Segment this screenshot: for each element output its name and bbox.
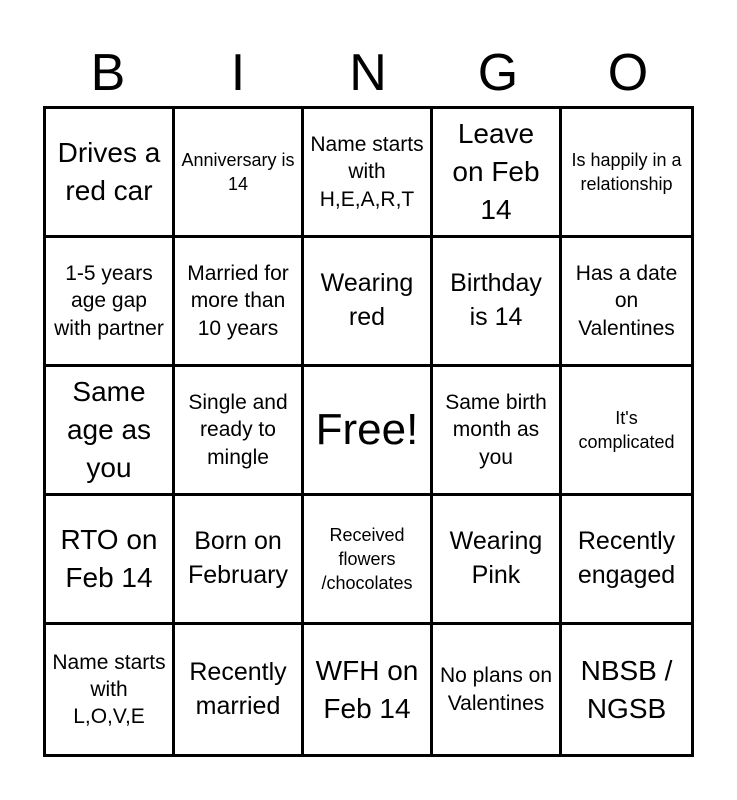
free-space-cell[interactable] [304,367,433,496]
bingo-cell[interactable] [46,625,175,754]
bingo-cell[interactable] [46,109,175,238]
header-letter-g: G [477,44,519,102]
bingo-cell[interactable] [562,367,691,496]
bingo-cell[interactable] [175,496,304,625]
cell-text: Wearing red [320,269,414,331]
cell-text: Name starts with L,O,V,E [52,650,166,729]
cell-text: No plans on Valentines [439,664,553,715]
header-letter-i: I [230,44,246,102]
bingo-cell[interactable] [175,109,304,238]
header-letter-o: O [607,44,649,102]
bingo-card-grid [43,106,694,757]
cell-text: Wearing Pink [449,527,543,589]
bingo-cell[interactable] [562,496,691,625]
bingo-cell[interactable] [304,238,433,367]
bingo-cell[interactable] [304,109,433,238]
cell-text: Same age as you [66,376,152,483]
bingo-cell[interactable] [175,367,304,496]
cell-text: NBSB / NGSB [580,654,673,724]
bingo-cell[interactable] [433,367,562,496]
cell-text: It's complicated [578,407,675,452]
cell-text: Name starts with H,E,A,R,T [310,133,424,211]
bingo-cell[interactable] [46,496,175,625]
cell-text: Drives a red car [57,137,161,206]
cell-text: RTO on Feb 14 [60,524,158,593]
bingo-cell[interactable] [562,625,691,754]
bingo-cell[interactable] [562,238,691,367]
cell-text: Born on February [187,527,289,589]
header-letter-n: N [349,44,387,102]
header-letter-b: B [90,44,126,102]
cell-text: Anniversary is 14 [181,149,295,194]
bingo-cell[interactable] [175,238,304,367]
cell-text: Same birth month as you [445,391,547,469]
free-space-text: Free! [315,404,419,454]
bingo-cell[interactable] [46,238,175,367]
bingo-cell[interactable] [175,625,304,754]
cell-text: Received flowers /chocolates [321,524,413,594]
cell-text: Is happily in a relationship [571,149,682,194]
cell-text: WFH on Feb 14 [315,654,419,724]
cell-text: Single and ready to mingle [188,391,288,469]
bingo-cell[interactable] [433,109,562,238]
bingo-cell[interactable] [562,109,691,238]
bingo-header [43,40,694,106]
bingo-cell[interactable] [433,238,562,367]
cell-text: Birthday is 14 [450,269,542,331]
bingo-cell[interactable] [433,496,562,625]
bingo-cell[interactable] [433,625,562,754]
cell-text: Recently engaged [577,527,676,589]
cell-text: Has a date on Valentines [575,262,678,340]
bingo-cell[interactable] [46,367,175,496]
bingo-cell[interactable] [304,496,433,625]
cell-text: Leave on Feb 14 [452,118,540,225]
cell-text: 1-5 years age gap with partner [54,262,164,340]
bingo-cell[interactable] [304,625,433,754]
cell-text: Married for more than 10 years [187,262,289,340]
cell-text: Recently married [189,657,287,720]
